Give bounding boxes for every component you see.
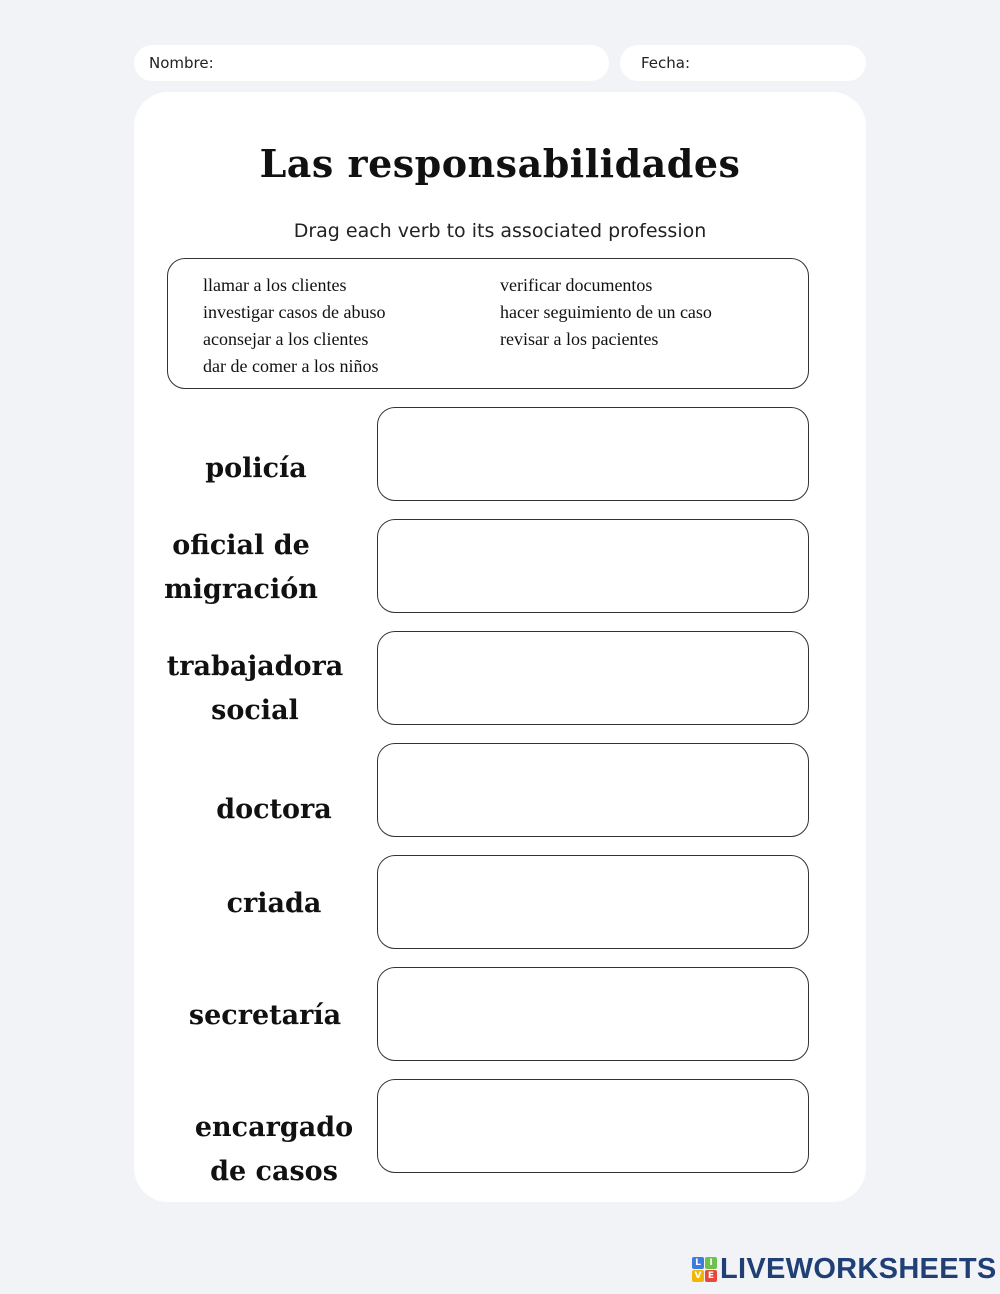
draggable-verb[interactable]: investigar casos de abuso — [203, 302, 386, 322]
profession-label-secretaria: secretaría — [188, 1000, 342, 1031]
draggable-verb[interactable]: dar de comer a los niños — [203, 356, 379, 376]
profession-label-doctora: doctora — [216, 794, 332, 825]
drop-zone-secretaria[interactable] — [377, 967, 809, 1061]
name-label: Nombre: — [149, 54, 214, 72]
drop-zone-policia[interactable] — [377, 407, 809, 501]
draggable-verb[interactable]: llamar a los clientes — [203, 275, 347, 295]
draggable-verb[interactable]: hacer seguimiento de un caso — [500, 302, 712, 322]
draggable-verb[interactable]: verificar documentos — [500, 275, 653, 295]
drop-zone-oficial-migracion[interactable] — [377, 519, 809, 613]
drop-zone-doctora[interactable] — [377, 743, 809, 837]
drop-zone-encargado-casos[interactable] — [377, 1079, 809, 1173]
drop-zone-trabajadora-social[interactable] — [377, 631, 809, 725]
worksheet-title: Las responsabilidades — [259, 141, 741, 186]
profession-label-trabajadora-social: trabajadora social — [166, 651, 344, 726]
liveworksheets-mark-icon: L I V E — [692, 1257, 717, 1282]
profession-label-encargado-casos: encargado de casos — [194, 1112, 354, 1187]
drop-zone-criada[interactable] — [377, 855, 809, 949]
word-bank — [167, 258, 809, 389]
date-field[interactable] — [620, 45, 866, 81]
profession-label-policia: policía — [205, 453, 307, 484]
liveworksheets-logo[interactable] — [692, 1254, 997, 1284]
profession-label-oficial-migracion: oficial de migración — [164, 530, 318, 605]
draggable-verb[interactable]: revisar a los pacientes — [500, 329, 659, 349]
instructions: Drag each verb to its associated profession — [293, 220, 707, 242]
name-field[interactable] — [134, 45, 609, 81]
brand-name: LIVEWORKSHEETS — [720, 1253, 997, 1285]
profession-label-criada: criada — [226, 888, 322, 919]
date-label: Fecha: — [641, 54, 691, 72]
draggable-verb[interactable]: aconsejar a los clientes — [203, 329, 369, 349]
